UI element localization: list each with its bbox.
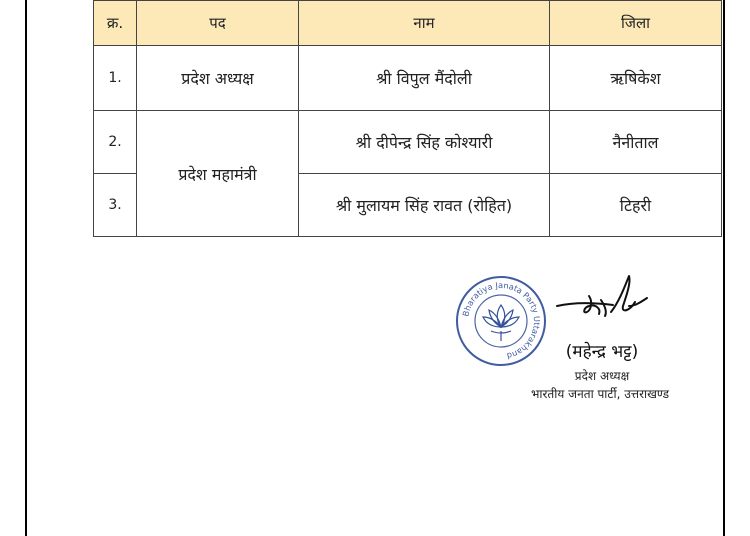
serial-cell: 3. xyxy=(94,174,137,237)
name-cell: श्री दीपेन्द्र सिंह कोश्यारी xyxy=(299,111,550,174)
svg-text:Bharatiya Janata Party Uttarak: Bharatiya Janata Party Uttarakhand xyxy=(460,279,543,362)
name-cell: श्री मुलायम सिंह रावत (रोहित) xyxy=(299,174,550,237)
header-post: पद xyxy=(137,1,299,46)
page-border-right xyxy=(723,0,725,536)
serial-cell: 1. xyxy=(94,46,137,111)
header-serial: क्र. xyxy=(94,1,137,46)
table-row xyxy=(94,46,722,111)
page-border-left xyxy=(25,0,27,536)
post-cell: प्रदेश अध्यक्ष xyxy=(137,46,299,111)
district-cell: टिहरी xyxy=(550,174,722,237)
handwritten-signature xyxy=(553,272,653,332)
district-cell: नैनीताल xyxy=(550,111,722,174)
header-district: जिला xyxy=(550,1,722,46)
signatory-name: (महेन्द्र भट्ट) xyxy=(565,342,639,362)
party-seal xyxy=(455,275,547,367)
table-row xyxy=(94,111,722,174)
serial-cell: 2. xyxy=(94,111,137,174)
signatory-designation: प्रदेश अध्यक्ष xyxy=(574,369,630,383)
table-header-row xyxy=(94,1,722,46)
signatory-organization: भारतीय जनता पार्टी, उत्तराखण्ड xyxy=(530,387,670,401)
header-name: नाम xyxy=(299,1,550,46)
lotus-icon xyxy=(483,305,519,341)
name-cell: श्री विपुल मैंदोली xyxy=(299,46,550,111)
post-cell: प्रदेश महामंत्री xyxy=(137,111,299,237)
district-cell: ऋषिकेश xyxy=(550,46,722,111)
officials-table xyxy=(93,0,722,237)
